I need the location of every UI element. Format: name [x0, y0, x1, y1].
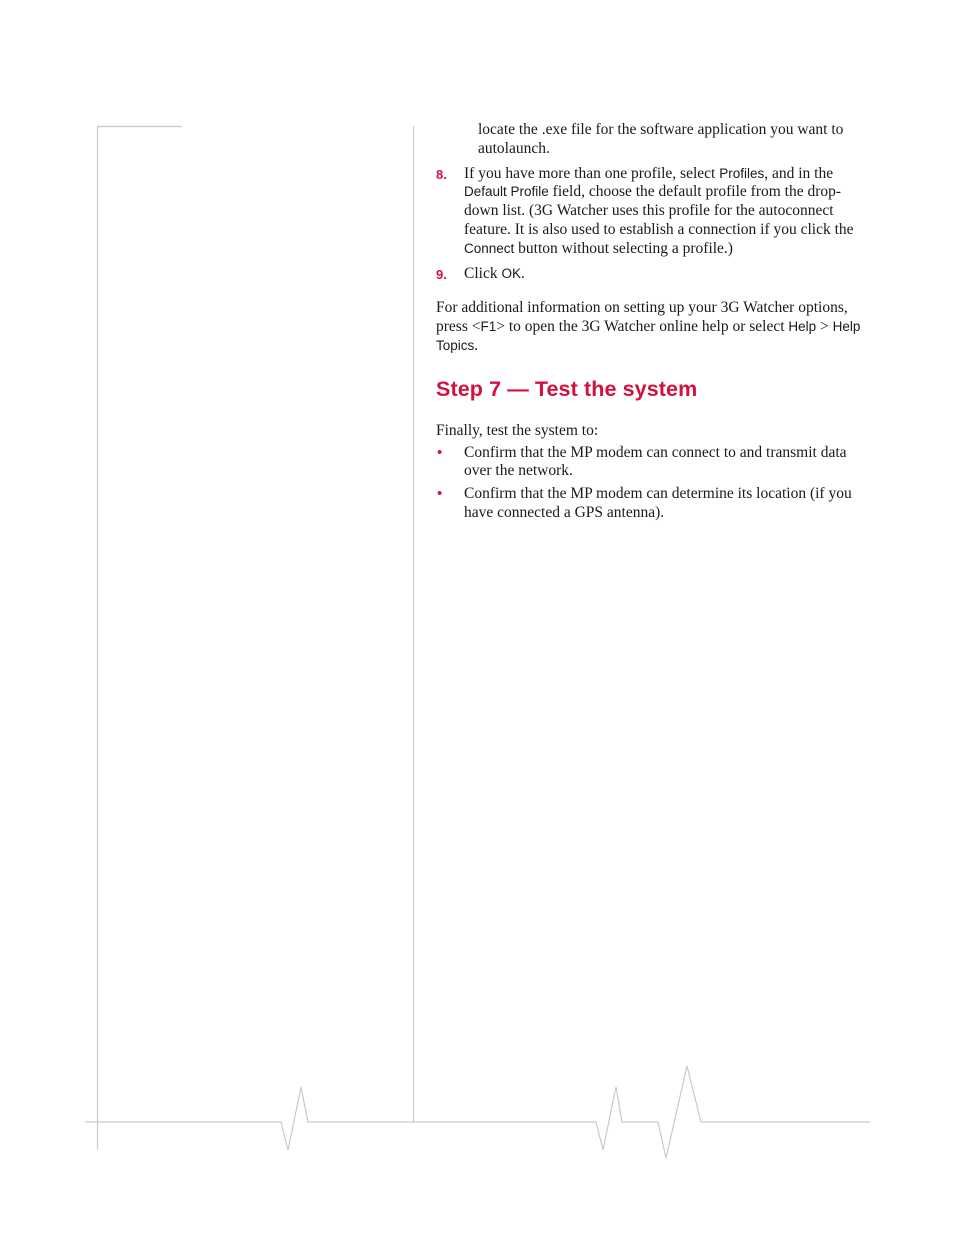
section-heading: Step 7 — Test the system — [436, 376, 698, 401]
step-text: field, choose the default profile from the drop-down list. (3G Watcher uses this profile for the autoconnect feature. It is also used to establish a connection if you click the — [464, 183, 854, 238]
bullet-text: Confirm that the MP modem can connect to and transmit data over the network. — [464, 443, 847, 480]
bullet-text: Confirm that the MP modem can determine its location (if you have connected a GPS antenna). — [464, 485, 852, 521]
step-text: button without selecting a profile.) — [514, 239, 733, 257]
footer-pulse-line — [85, 1066, 870, 1158]
step-text: If you have more than one profile, select — [464, 164, 720, 182]
ui-term-ok: OK — [501, 265, 521, 281]
ui-term-help-topics: Help Topics — [436, 319, 861, 353]
ui-term-profiles: Profiles — [719, 165, 765, 181]
step-item-9 — [436, 265, 872, 284]
para-text: > to open the 3G Watcher online help or select — [496, 318, 789, 336]
ui-term-f1: F1 — [480, 319, 497, 335]
step-text: , and in the — [764, 164, 834, 182]
step-number: 9. — [436, 266, 447, 282]
bullet-icon: • — [437, 485, 443, 503]
para-text: For additional information on setting up your 3G Watcher options, press < — [436, 299, 848, 336]
step-text: . — [520, 264, 525, 282]
bullet-item — [436, 485, 872, 523]
step-item-8 — [436, 165, 872, 259]
bullet-icon: • — [437, 443, 443, 461]
content-column — [436, 121, 872, 527]
ui-term-connect: Connect — [464, 240, 515, 256]
step-7-continuation — [436, 121, 872, 159]
step-text: Click — [464, 264, 502, 282]
step-number: 8. — [436, 166, 447, 182]
ui-term-help: Help — [788, 319, 817, 335]
bullet-item — [436, 444, 872, 482]
section-intro: Finally, test the system to: — [436, 421, 599, 439]
para-text: > — [816, 318, 833, 336]
continuation-text: locate the .exe file for the software application you want to autolaunch. — [478, 121, 844, 157]
ui-term-default-profile: Default Profile — [464, 184, 549, 200]
para-text: . — [474, 336, 479, 354]
additional-info-paragraph — [436, 299, 872, 355]
